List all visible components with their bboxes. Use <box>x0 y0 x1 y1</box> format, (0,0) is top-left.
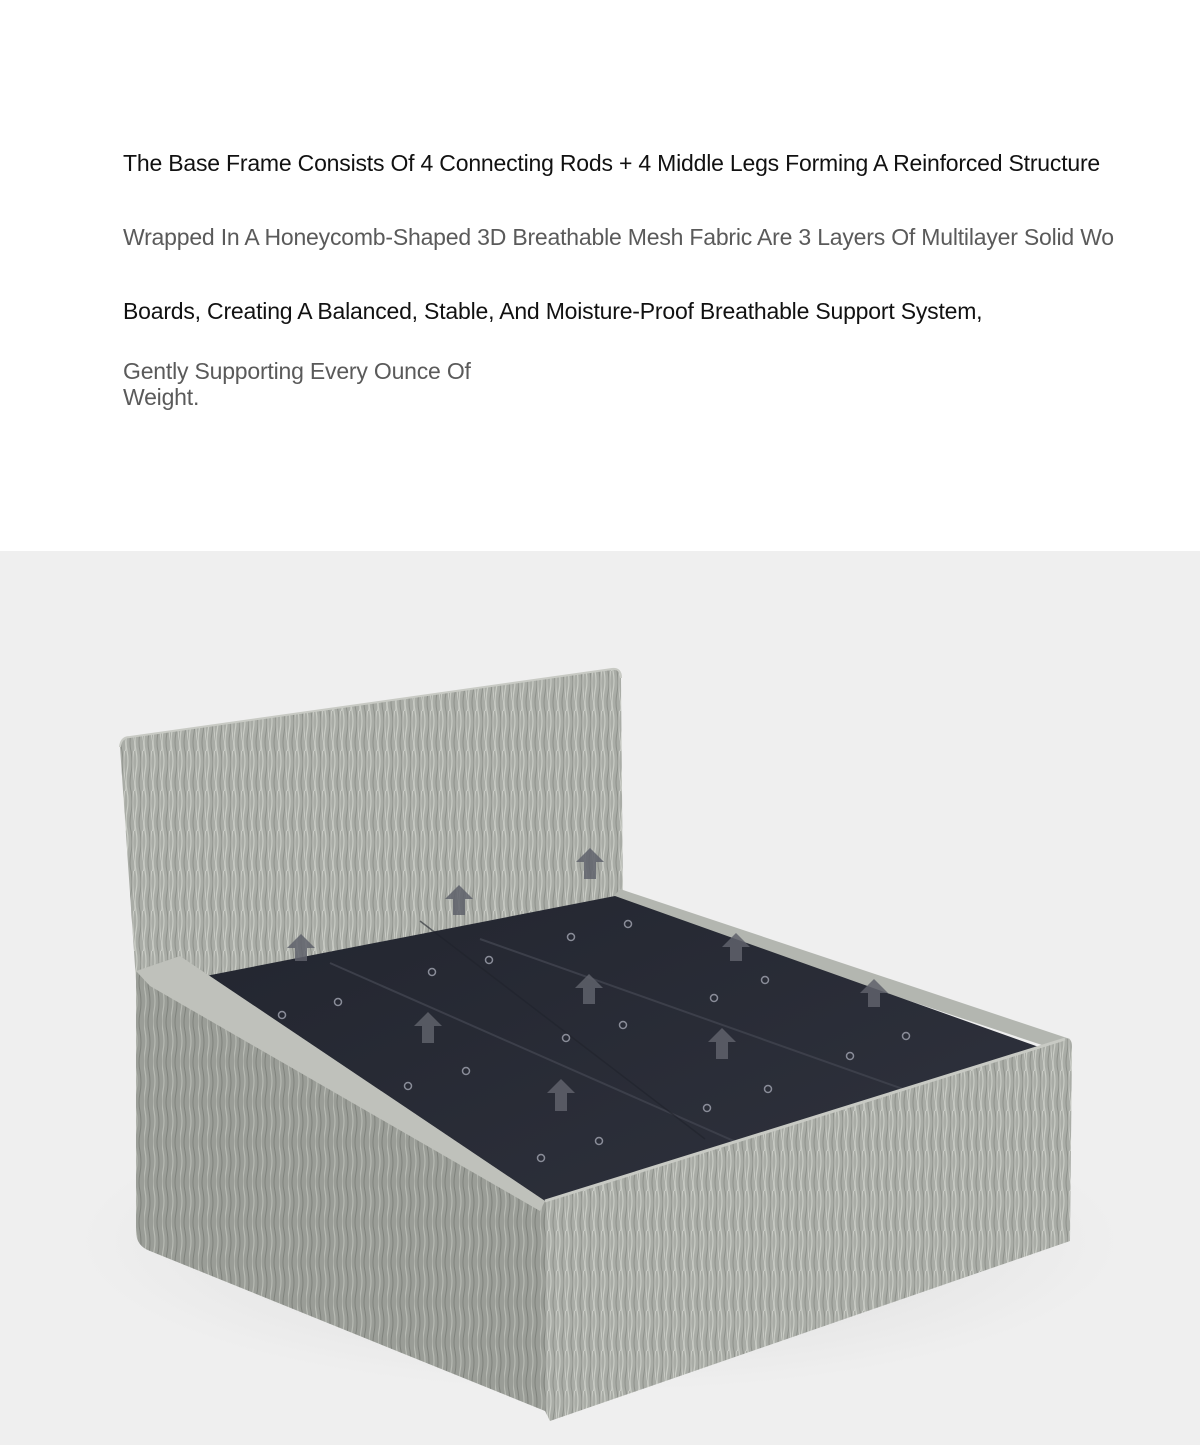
product-image <box>0 551 1200 1445</box>
description-line-4: Gently Supporting Every Ounce Of Weight. <box>123 358 471 410</box>
bed-frame-illustration <box>0 551 1200 1445</box>
description-line-1: The Base Frame Consists Of 4 Connecting Rods + 4 Middle Legs Forming A Reinforced Structure <box>123 150 1101 176</box>
description-line-3: Boards, Creating A Balanced, Stable, And Moisture-Proof Breathable Support System, <box>123 298 983 324</box>
description-section <box>0 0 1200 551</box>
description-line-2: Wrapped In A Honeycomb-Shaped 3D Breathable Mesh Fabric Are 3 Layers Of Multilayer Solid Wo <box>123 224 1114 250</box>
